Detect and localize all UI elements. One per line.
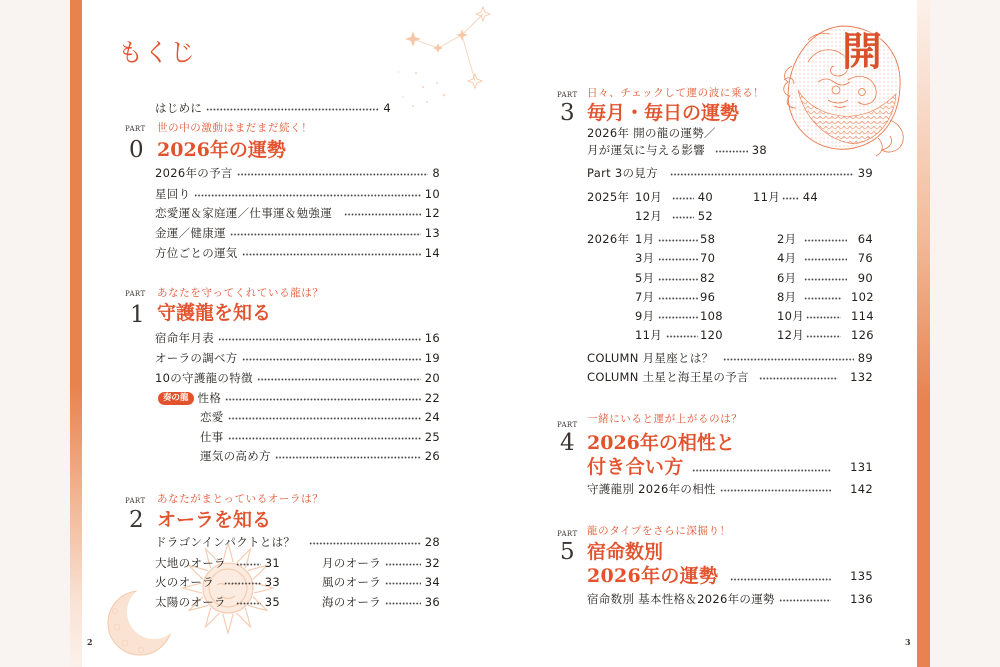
- aura-entry: [155, 594, 280, 610]
- entry-label: 金運／健康運: [155, 226, 226, 240]
- dot-leader: [237, 173, 429, 176]
- month-label: 12月: [635, 209, 663, 223]
- entry-page: 19: [424, 351, 440, 365]
- entry-page: 33: [264, 575, 280, 589]
- entry-label: オーラの調べ方: [155, 351, 238, 365]
- part-title-line1: 2026年の相性と: [587, 432, 735, 454]
- dot-leader: [309, 542, 421, 545]
- part-number: 5: [560, 539, 575, 565]
- part-label: PART: [125, 290, 146, 298]
- entry-page: 39: [857, 166, 873, 180]
- dot-leader: [225, 398, 421, 401]
- toc-entry: [155, 205, 440, 221]
- toc-entry: [587, 591, 873, 607]
- aura-entry: [322, 555, 440, 571]
- aura-entry: [322, 594, 440, 610]
- part-title: 守護龍を知る: [157, 302, 272, 324]
- page-title: もくじ: [118, 38, 197, 67]
- right-edge-band: [917, 0, 930, 667]
- month-label: 10月: [777, 309, 805, 323]
- part-title-line2: 2026年の運勢: [587, 565, 719, 587]
- entry-page: 22: [424, 391, 440, 405]
- dot-leader: [658, 258, 698, 261]
- entry-page: 135: [850, 569, 873, 583]
- dot-leader: [658, 316, 698, 319]
- month-label: 4月: [777, 251, 797, 265]
- part-title: オーラを知る: [157, 509, 272, 531]
- part-title-line1: 宿命数別: [587, 541, 664, 563]
- aura-entry: [322, 574, 440, 590]
- part-tagline: あなたを守ってくれている龍は？: [157, 287, 324, 299]
- month-label: 1月: [635, 232, 655, 246]
- entry-page: 76: [857, 251, 873, 265]
- dot-leader: [806, 316, 841, 319]
- entry-label: 運気の高め方: [200, 449, 271, 463]
- toc-entry: [587, 481, 873, 497]
- entry-label: はじめに: [155, 101, 203, 115]
- year-label-2026: 2026年: [587, 232, 630, 246]
- entry-page: 126: [851, 328, 874, 342]
- part-title-entry: [587, 455, 873, 479]
- dot-leader: [692, 469, 831, 472]
- entry-label: 10の守護龍の特徴: [155, 371, 253, 385]
- entry-page: 52: [697, 209, 713, 223]
- entry-page: 36: [424, 595, 440, 609]
- month-entry: [635, 189, 713, 205]
- page-number-right: 3: [905, 637, 911, 647]
- entry-page: 24: [424, 410, 440, 424]
- dot-leader: [730, 578, 831, 581]
- entry-page: 34: [424, 575, 440, 589]
- part-number: 0: [129, 137, 144, 163]
- entry-page: 32: [424, 556, 440, 570]
- entry-page: 132: [850, 370, 873, 384]
- entry-page: 90: [857, 271, 873, 285]
- decoration-kanji: 開: [842, 28, 882, 75]
- constellation-icon: [390, 0, 500, 115]
- part-tagline: 龍のタイプをさらに深掘り！: [587, 525, 731, 537]
- entry-label: 方位ごとの運気: [155, 246, 238, 260]
- toc-entry-intro: [155, 100, 391, 116]
- entry-label: 星回り: [155, 187, 191, 201]
- entry-label: 宿命年月表: [155, 331, 214, 345]
- month-entry: [777, 231, 873, 247]
- month-entry: [753, 189, 818, 205]
- toc-entry: [155, 534, 440, 550]
- aura-entry: [155, 555, 280, 571]
- dot-leader: [242, 253, 421, 256]
- month-label: 10月: [635, 190, 663, 204]
- month-entry: [635, 289, 722, 305]
- dot-leader: [344, 213, 421, 216]
- part-label: PART: [557, 91, 578, 99]
- entry-label: ドラゴンインパクトとは？: [155, 535, 296, 549]
- entry-page: 89: [857, 351, 873, 365]
- entry-label: 仕事: [200, 430, 224, 444]
- entry-label: 守護龍別 2026年の相性: [587, 482, 716, 496]
- part-label: PART: [125, 125, 146, 133]
- toc-subentry: [200, 429, 440, 445]
- page-number-left: 2: [87, 637, 93, 647]
- toc-entry: [155, 245, 440, 261]
- toc-entry-badged: [158, 390, 440, 406]
- dot-leader: [670, 173, 854, 176]
- toc-entry: [155, 330, 440, 346]
- entry-page: 38: [751, 143, 767, 157]
- month-entry: [635, 250, 722, 266]
- month-label: 12月: [777, 328, 805, 342]
- month-label: 11月: [635, 328, 663, 342]
- part-number: 4: [560, 430, 575, 456]
- dragon-badge: 奏の龍: [158, 392, 194, 405]
- part-title-line2: 付き合い方: [587, 456, 684, 478]
- dot-leader: [715, 150, 748, 153]
- month-entry: [635, 231, 722, 247]
- dot-leader: [658, 297, 698, 300]
- month-label: 6月: [777, 271, 797, 285]
- entry-page: 58: [700, 232, 716, 246]
- entry-label: 恋愛運＆家庭運／仕事運＆勉強運: [155, 206, 332, 220]
- entry-page: 13: [424, 226, 440, 240]
- part-tagline: 一緒にいると運が上がるのは？: [587, 413, 743, 425]
- part-number: 3: [560, 100, 575, 126]
- entry-page: 102: [851, 290, 874, 304]
- entry-page: 20: [424, 371, 440, 385]
- entry-label: 宿命数別 基本性格＆2026年の運勢: [587, 592, 775, 606]
- entry-page: 31: [264, 556, 280, 570]
- entry-label: 風のオーラ: [322, 575, 381, 589]
- entry-page: 136: [850, 592, 873, 606]
- entry-page: 16: [424, 331, 440, 345]
- entry-page: 108: [700, 309, 723, 323]
- part-tagline: 世の中の激動はまだまだ続く！: [157, 122, 313, 134]
- dot-leader: [806, 335, 841, 338]
- entry-page: 28: [424, 535, 440, 549]
- dot-leader: [206, 108, 379, 111]
- month-entry: [635, 327, 722, 343]
- entry-label: 性格: [197, 391, 222, 405]
- entry-page: 35: [264, 595, 280, 609]
- dot-leader: [228, 417, 421, 420]
- entry-page: 40: [697, 190, 713, 204]
- dot-leader: [275, 456, 421, 459]
- month-label: 5月: [635, 271, 655, 285]
- entry-page: 25: [424, 430, 440, 444]
- dot-leader: [804, 297, 841, 300]
- month-entry: [777, 250, 873, 266]
- toc-entry: [155, 165, 440, 181]
- part-tagline: 日々、チェックして運の波に乗る！: [587, 87, 765, 99]
- dot-leader: [804, 258, 847, 261]
- month-entry: [635, 270, 722, 286]
- part-title: 2026年の運勢: [157, 139, 286, 161]
- entry-page: 114: [851, 309, 874, 323]
- aura-entry: [155, 574, 280, 590]
- part-number: 1: [130, 302, 145, 328]
- entry-page: 70: [700, 251, 716, 265]
- part-number: 2: [129, 507, 144, 533]
- dot-leader: [804, 239, 847, 242]
- entry-page: 82: [700, 271, 716, 285]
- dot-leader: [759, 377, 838, 380]
- dot-leader: [658, 239, 698, 242]
- entry-label: 大地のオーラ: [155, 556, 226, 570]
- column-entry: [587, 369, 873, 385]
- entry-label: COLUMN 月星座とは？: [587, 351, 714, 365]
- entry-page: 120: [700, 328, 723, 342]
- month-label: 7月: [635, 290, 655, 304]
- entry-label: Part 3の見方: [587, 166, 658, 180]
- part-label: PART: [557, 530, 578, 538]
- toc-entry: [155, 370, 440, 386]
- dot-leader: [779, 599, 831, 602]
- column-entry: [587, 350, 873, 366]
- entry-page: 44: [802, 190, 818, 204]
- toc-entry: [155, 186, 440, 202]
- toc-entry: [587, 165, 873, 181]
- dot-leader: [257, 378, 421, 381]
- entry-page: 10: [424, 187, 440, 201]
- dot-leader: [385, 563, 421, 566]
- month-label: 3月: [635, 251, 655, 265]
- entry-page: 64: [857, 232, 873, 246]
- month-entry: [635, 308, 722, 324]
- entry-page: 4: [383, 101, 391, 115]
- dot-leader: [236, 602, 261, 605]
- dot-leader: [782, 197, 799, 200]
- entry-label: 2026年の予言: [155, 166, 233, 180]
- entry-page: 14: [424, 246, 440, 260]
- dot-leader: [385, 602, 421, 605]
- entry-page: 131: [850, 460, 873, 474]
- month-label: 2月: [777, 232, 797, 246]
- toc-entry: [155, 350, 440, 366]
- entry-label: 海のオーラ: [322, 595, 381, 609]
- part-label: PART: [125, 497, 146, 505]
- month-entry: [777, 270, 873, 286]
- feature-entry-line1: 2026年 開の龍の運勢／: [587, 126, 716, 140]
- dot-leader: [666, 335, 698, 338]
- year-label-2025: 2025年: [587, 190, 630, 204]
- dot-leader: [230, 233, 421, 236]
- entry-label: COLUMN 土星と海王星の予言: [587, 370, 749, 384]
- month-label: 9月: [635, 309, 655, 323]
- entry-label: 太陽のオーラ: [155, 595, 226, 609]
- left-edge-band: [70, 0, 82, 667]
- month-entry: [777, 289, 873, 305]
- entry-page: 142: [850, 482, 873, 496]
- part-label: PART: [557, 421, 578, 429]
- part-title-entry: [587, 564, 873, 588]
- month-label: 8月: [777, 290, 797, 304]
- entry-page: 96: [700, 290, 716, 304]
- toc-subentry: [200, 409, 440, 425]
- dot-leader: [194, 194, 420, 197]
- toc-entry: [587, 142, 767, 158]
- dot-leader: [218, 338, 421, 341]
- month-entry: [635, 208, 713, 224]
- dot-leader: [672, 197, 694, 200]
- dot-leader: [804, 278, 847, 281]
- toc-entry: [155, 225, 440, 241]
- dot-leader: [224, 582, 261, 585]
- dot-leader: [242, 358, 421, 361]
- entry-page: 12: [424, 206, 440, 220]
- dot-leader: [228, 437, 421, 440]
- entry-page: 26: [424, 449, 440, 463]
- dot-leader: [385, 582, 421, 585]
- entry-page: 8: [432, 166, 440, 180]
- month-entry: [777, 327, 873, 343]
- entry-label: 恋愛: [200, 410, 224, 424]
- dot-leader: [723, 358, 853, 361]
- month-label: 11月: [753, 190, 781, 204]
- part-tagline: あなたがまとっているオーラは？: [157, 493, 324, 505]
- part-title: 毎月・毎日の運勢: [587, 102, 740, 124]
- entry-label: 月が運気に与える影響: [587, 143, 705, 157]
- dot-leader: [236, 563, 261, 566]
- entry-label: 月のオーラ: [322, 556, 381, 570]
- month-entry: [777, 308, 873, 324]
- entry-label: 火のオーラ: [155, 575, 214, 589]
- toc-subentry: [200, 448, 440, 464]
- dot-leader: [672, 216, 694, 219]
- dot-leader: [658, 278, 698, 281]
- dot-leader: [720, 489, 831, 492]
